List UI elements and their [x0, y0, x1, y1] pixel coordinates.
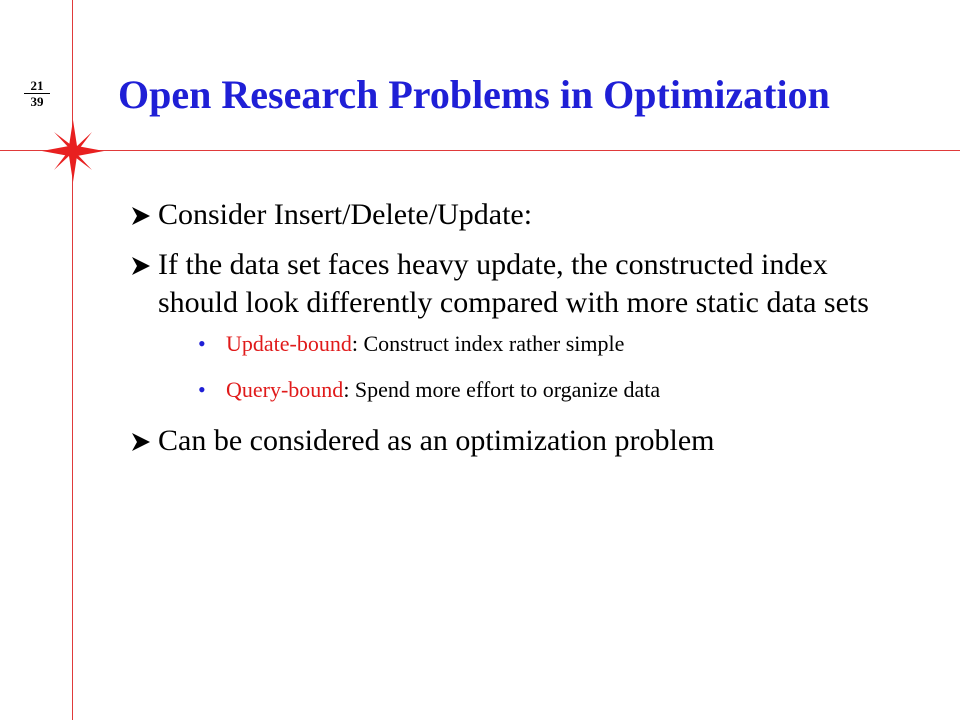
sub-bullet-item	[198, 376, 912, 404]
dot-bullet-icon: •	[198, 331, 206, 356]
vertical-rule	[72, 0, 73, 720]
page-total: 39	[30, 94, 44, 109]
bullet-item	[132, 422, 912, 460]
bullet-item	[132, 246, 912, 404]
sub-bullet-item	[198, 330, 912, 358]
sub-bullet-term: Query-bound	[226, 377, 344, 402]
bullet-text: Consider Insert/Delete/Update:	[158, 198, 533, 231]
bullet-text: Can be considered as an optimization problem	[158, 424, 715, 457]
bullet-text: If the data set faces heavy update, the constructed index should look differently compared with more static data sets	[158, 248, 869, 319]
sub-bullet-text: : Spend more effort to organize data	[343, 377, 661, 402]
red-star-icon	[42, 120, 104, 182]
slide-title: Open Research Problems in Optimization	[118, 72, 830, 117]
page-number	[24, 78, 50, 109]
horizontal-rule	[0, 150, 960, 151]
arrowhead-bullet-icon	[132, 433, 150, 451]
page-current: 21	[24, 78, 50, 94]
sub-bullet-list	[158, 330, 912, 404]
arrowhead-bullet-icon	[132, 257, 150, 275]
bullet-list	[132, 196, 912, 472]
arrowhead-bullet-icon	[132, 207, 150, 225]
dot-bullet-icon: •	[198, 377, 206, 402]
sub-bullet-text: : Construct index rather simple	[351, 331, 625, 356]
sub-bullet-term: Update-bound	[226, 331, 352, 356]
bullet-item	[132, 196, 912, 234]
